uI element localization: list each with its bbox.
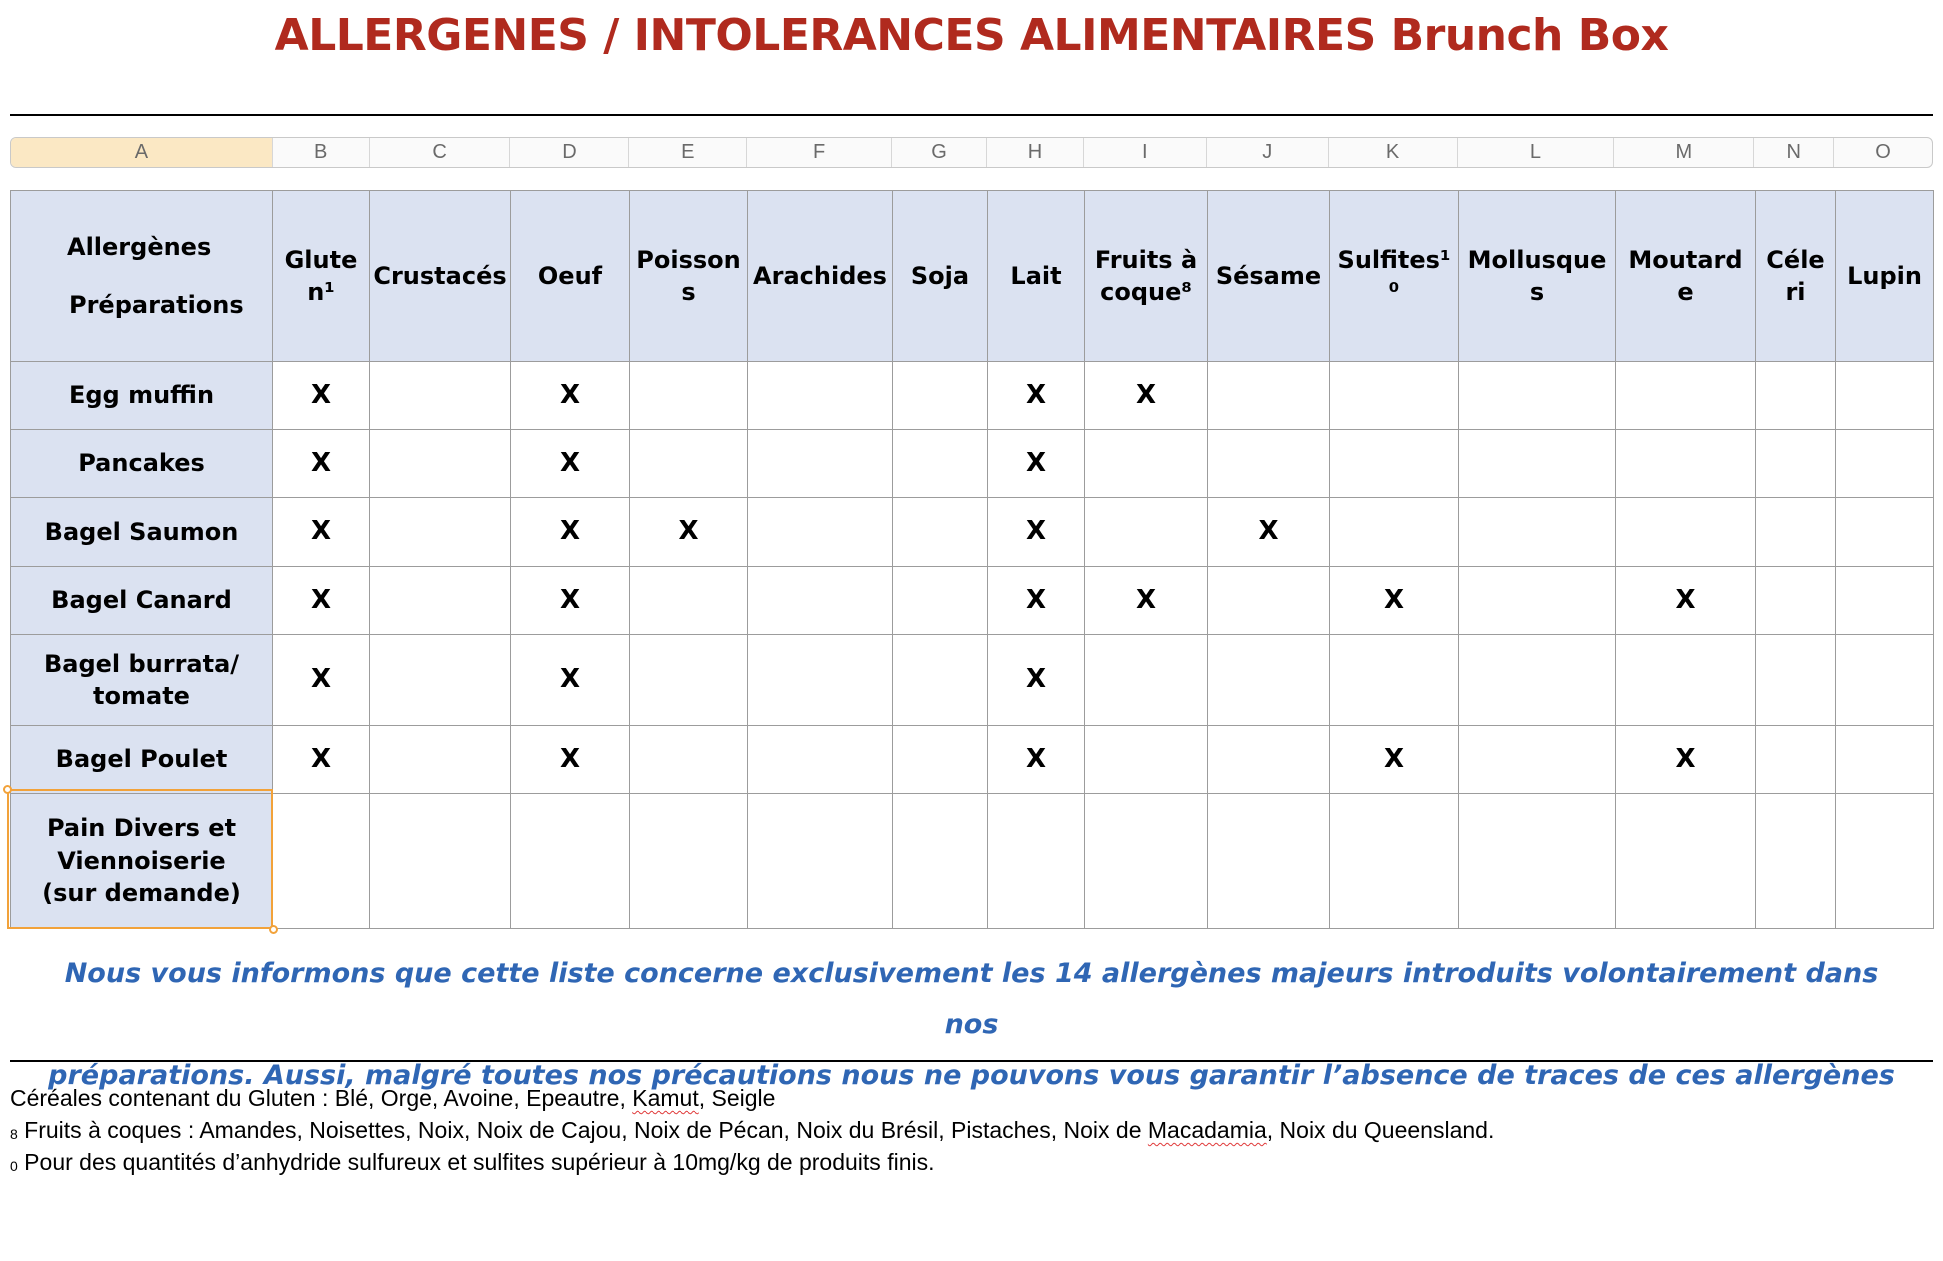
allergen-label: n¹ [307,278,335,306]
allergen-cell[interactable] [370,635,511,726]
allergen-cell[interactable] [273,794,370,929]
allergen-header[interactable] [1459,191,1616,362]
allergen-header[interactable] [893,191,988,362]
allergen-cell[interactable] [1836,726,1934,794]
column-letter-a[interactable]: A [11,138,273,167]
allergen-mark: X [1383,743,1405,774]
allergen-cell[interactable] [1616,726,1756,794]
allergen-cell[interactable] [273,635,370,726]
preparation-name: Bagel Canard [51,586,232,615]
allergen-mark: X [559,584,581,615]
allergen-cell[interactable] [1330,567,1459,635]
allergen-label: Soja [910,261,970,290]
table-row [11,794,1934,929]
footnote-sulfites: $^0$ Pour des quantités d’anhydride sulfureux et sulfites supérieur à 10mg/kg de produits finis. [10,1149,935,1175]
allergen-header[interactable] [1208,191,1330,362]
allergen-label: Glute [284,245,358,274]
preparation-name: Bagel Poulet [55,745,228,774]
allergen-cell[interactable] [1208,794,1330,929]
allergen-cell[interactable] [1756,362,1836,430]
allergen-cell[interactable] [1208,430,1330,498]
allergen-label: Lupin [1847,261,1922,290]
table-row [11,567,1934,635]
allergen-cell[interactable] [893,567,988,635]
allergen-cell[interactable] [1330,726,1459,794]
allergen-mark: X [310,664,332,695]
allergen-cell[interactable] [988,498,1085,567]
allergen-cell[interactable] [511,726,630,794]
allergen-cell[interactable] [1616,567,1756,635]
allergen-cell[interactable] [511,362,630,430]
column-letter-c[interactable]: C [370,138,511,167]
allergen-mark: X [1135,584,1157,615]
allergen-header[interactable] [748,191,893,362]
allergen-cell[interactable] [1459,498,1616,567]
column-letter-d[interactable]: D [510,138,629,167]
allergen-label: ⁰ [1388,278,1400,306]
allergen-cell[interactable] [1756,726,1836,794]
allergen-mark: X [678,516,699,547]
allergen-cell[interactable] [1616,498,1756,567]
allergen-cell[interactable] [1208,726,1330,794]
allergen-cell[interactable] [1330,430,1459,498]
allergen-mark: X [1025,516,1047,547]
allergen-cell[interactable] [630,635,748,726]
footnote-nuts: $^8$ Fruits à coques : Amandes, Noisettes, Noix, Noix de Cajou, Noix de Pécan, Noix du Brésil, Pistaches, Noix de Macadamia, Noix du Queensland. [10,1117,1495,1143]
selection-handle-bottom-right[interactable] [269,925,278,934]
allergen-cell[interactable] [1085,635,1208,726]
allergen-cell[interactable] [988,362,1085,430]
allergen-label: Oeuf [537,261,603,290]
allergen-cell[interactable] [1836,794,1934,929]
allergen-label: Moutard [1628,245,1743,274]
allergen-cell[interactable] [1756,794,1836,929]
allergen-mark: X [559,664,581,695]
table-row [11,362,1934,430]
page-title: ALLERGENES / INTOLERANCES ALIMENTAIRES Brunch Box [274,10,1669,61]
allergen-cell[interactable] [1836,498,1934,567]
allergen-cell[interactable] [748,498,893,567]
allergen-mark: X [1025,743,1047,774]
allergen-cell[interactable] [748,635,893,726]
allergen-cell[interactable] [988,635,1085,726]
allergen-mark: X [310,447,332,478]
preparation-name: Pain Divers et [46,814,237,843]
header-row [11,191,1934,362]
allergen-label: Poisson [636,245,741,274]
allergen-cell[interactable] [1459,726,1616,794]
allergen-cell[interactable] [370,362,511,430]
allergen-header[interactable] [273,191,370,362]
allergen-label: e [1677,278,1694,306]
allergen-cell[interactable] [1330,498,1459,567]
allergen-cell[interactable] [511,567,630,635]
allergen-cell[interactable] [1085,362,1208,430]
allergen-mark: X [310,584,332,615]
allergen-cell[interactable] [1085,498,1208,567]
footnote-gluten: Céréales contenant du Gluten : Blé, Orge, Avoine, Epeautre, Kamut, Seigle [10,1085,776,1111]
allergen-cell[interactable] [893,362,988,430]
allergen-header[interactable] [988,191,1085,362]
allergen-cell[interactable] [273,430,370,498]
allergen-cell[interactable] [630,430,748,498]
allergen-header[interactable] [1836,191,1934,362]
allergen-label: Fruits à [1094,245,1198,274]
allergen-mark: X [1025,447,1047,478]
preparation-name: Viennoiserie [57,846,226,875]
column-letter-g[interactable]: G [892,138,987,167]
allergen-cell[interactable] [630,726,748,794]
allergen-mark: X [559,516,581,547]
allergen-cell[interactable] [748,794,893,929]
allergens-heading: Allergènes [67,232,212,261]
allergen-cell[interactable] [1208,362,1330,430]
allergen-mark: X [559,743,581,774]
allergen-mark: X [310,516,332,547]
allergen-mark: X [1025,584,1047,615]
allergen-mark: X [559,447,581,478]
allergen-cell[interactable] [630,794,748,929]
allergen-header[interactable] [370,191,511,362]
allergen-label: Céle [1766,245,1825,274]
allergen-label: Sulfites¹ [1337,245,1451,274]
allergen-cell[interactable] [1085,567,1208,635]
allergen-cell[interactable] [1756,498,1836,567]
allergen-cell[interactable] [1085,726,1208,794]
bottom-divider [10,1060,1933,1062]
allergen-cell[interactable] [511,430,630,498]
column-letter-o[interactable]: O [1875,141,1891,163]
allergen-cell[interactable] [273,726,370,794]
column-letter-k[interactable]: K [1329,138,1458,167]
preparation-name-cell[interactable] [11,726,273,794]
allergen-header[interactable] [1085,191,1208,362]
allergen-cell[interactable] [1756,430,1836,498]
column-letter-i[interactable]: I [1084,138,1207,167]
allergen-cell[interactable] [273,567,370,635]
top-divider [10,114,1933,116]
allergen-cell[interactable] [748,362,893,430]
allergen-mark: X [310,379,332,410]
notice-line-1: Nous vous informons que cette liste concerne exclusivement les 14 allergènes majeurs introduits volontairement dans nos [64,958,1879,1040]
preparation-name: Pancakes [78,449,205,478]
spellcheck-word[interactable]: Macadamia [1147,1117,1267,1143]
allergen-cell[interactable] [511,498,630,567]
allergen-cell[interactable] [1085,794,1208,929]
allergen-cell[interactable] [370,726,511,794]
preparation-name-cell[interactable] [11,794,273,929]
table-row [11,498,1934,567]
preparation-name: (sur demande) [42,879,241,908]
allergen-cell[interactable] [1836,362,1934,430]
allergen-header[interactable] [1756,191,1836,362]
column-letter-f[interactable]: F [747,138,892,167]
column-letter-n[interactable]: N [1754,138,1834,167]
allergen-cell[interactable] [988,430,1085,498]
allergen-cell[interactable] [630,567,748,635]
allergen-cell[interactable] [1459,635,1616,726]
allergen-cell[interactable] [893,726,988,794]
preparation-name: Egg muffin [68,381,215,410]
allergen-cell[interactable] [1616,362,1756,430]
allergen-cell[interactable] [1459,794,1616,929]
allergen-cell[interactable] [1208,567,1330,635]
allergen-mark: X [1383,584,1405,615]
allergen-cell[interactable] [1616,635,1756,726]
spellcheck-word[interactable]: Kamut [632,1085,699,1111]
column-letter-h[interactable]: H [987,138,1084,167]
column-letter-l[interactable]: L [1458,138,1615,167]
allergen-label: coque⁸ [1100,278,1192,306]
table-row [11,430,1934,498]
allergen-cell[interactable] [370,794,511,929]
allergen-cell[interactable] [1330,635,1459,726]
allergen-header[interactable] [1616,191,1756,362]
allergen-mark: X [1258,516,1279,547]
allergen-header[interactable] [1330,191,1459,362]
allergen-cell[interactable] [748,430,893,498]
allergen-label: Mollusque [1467,245,1607,274]
column-letter-e[interactable]: E [629,138,747,167]
allergen-mark: X [1675,584,1696,615]
table-row [11,635,1934,726]
allergen-cell[interactable] [893,498,988,567]
allergen-mark: X [1675,743,1696,774]
allergen-mark: X [1025,379,1047,410]
allergen-cell[interactable] [630,498,748,567]
allergen-cell[interactable] [748,726,893,794]
preparation-name: tomate [93,682,190,710]
allergen-cell[interactable] [1616,430,1756,498]
allergen-mark: X [1135,379,1157,410]
footnotes [10,1082,1494,1178]
allergen-cell[interactable] [1836,567,1934,635]
preparation-name-cell[interactable] [11,567,273,635]
preparations-heading: Préparations [69,291,244,319]
preparation-name: Bagel burrata/ [43,649,240,678]
allergen-cell[interactable] [1208,635,1330,726]
allergen-cell[interactable] [511,794,630,929]
notice-line-2: préparations. Aussi, malgré toutes nos précautions nous ne pouvons vous garantir l’absence de traces de ces allergènes [48,1060,1895,1091]
column-letter-j[interactable]: J [1207,138,1329,167]
allergen-cell[interactable] [630,362,748,430]
allergen-cell[interactable] [893,430,988,498]
allergen-mark: X [559,379,581,410]
allergen-header[interactable] [630,191,748,362]
allergen-header[interactable] [511,191,630,362]
allergen-cell[interactable] [273,362,370,430]
allergen-label: s [681,278,696,306]
allergen-cell[interactable] [988,726,1085,794]
allergen-mark: X [310,743,332,774]
allergen-cell[interactable] [1330,794,1459,929]
allergen-label: s [1529,278,1545,306]
allergen-cell[interactable] [893,794,988,929]
allergen-cell[interactable] [1836,430,1934,498]
allergen-label: ri [1785,278,1806,306]
allergen-cell[interactable] [511,635,630,726]
allergen-label: Arachides [753,261,887,290]
allergen-cell[interactable] [370,498,511,567]
allergen-cell[interactable] [748,567,893,635]
allergen-cell[interactable] [1756,635,1836,726]
allergen-cell[interactable] [1459,567,1616,635]
corner-cell[interactable] [11,191,273,362]
allergen-cell[interactable] [370,430,511,498]
allergen-table[interactable] [10,190,1934,929]
allergen-cell[interactable] [988,794,1085,929]
preparation-name-cell[interactable] [11,430,273,498]
table-row [11,726,1934,794]
allergen-cell[interactable] [1085,430,1208,498]
preparation-name-cell[interactable] [11,362,273,430]
allergen-notice [40,948,1903,1101]
allergen-cell[interactable] [370,567,511,635]
allergen-cell[interactable] [1330,362,1459,430]
preparation-name-cell[interactable] [11,635,273,726]
allergen-cell[interactable] [1459,362,1616,430]
selection-handle-top-left[interactable] [3,785,12,794]
allergen-cell[interactable] [1208,498,1330,567]
allergen-label: Sésame [1215,261,1322,290]
allergen-cell[interactable] [273,498,370,567]
allergen-cell[interactable] [893,635,988,726]
allergen-label: Lait [1010,261,1062,290]
allergen-label: Crustacés [373,261,507,290]
allergen-cell[interactable] [1459,430,1616,498]
allergen-cell[interactable] [1836,635,1934,726]
allergen-cell[interactable] [1616,794,1756,929]
column-letter-b[interactable]: B [273,138,370,167]
column-letter-m[interactable]: M [1614,138,1754,167]
allergen-mark: X [1025,664,1047,695]
allergen-cell[interactable] [988,567,1085,635]
preparation-name: Bagel Saumon [44,517,239,546]
preparation-name-cell[interactable] [11,498,273,567]
column-header-bar[interactable] [10,137,1933,168]
allergen-cell[interactable] [1756,567,1836,635]
